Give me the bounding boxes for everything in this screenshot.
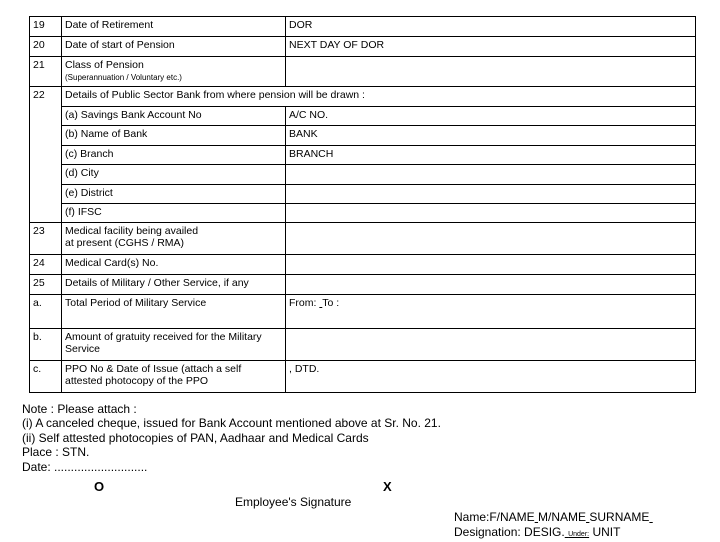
bank-row-e [30,185,696,204]
row-number: 19 [30,17,62,37]
row-24 [30,255,696,275]
bank-row-d [30,165,696,185]
row-20 [30,37,696,57]
note-heading: Note : Please attach : [22,402,441,416]
field-label-line: at present (CGHS / RMA) [65,237,282,249]
row-19 [30,17,696,37]
field-value [286,165,696,185]
note-item-cheque: (i) A canceled cheque, issued for Bank Account mentioned above at Sr. No. 21. [22,416,441,430]
field-value: NEXT DAY OF DOR [286,37,696,57]
bank-row-b [30,126,696,146]
to-label: To : [322,297,339,309]
row-25 [30,275,696,295]
row-b [30,329,696,361]
field-value [286,329,696,361]
name-line [454,510,653,525]
row-number: 25 [30,275,62,295]
field-label-main: Class of Pension [65,59,144,71]
field-label: Total Period of Military Service [62,295,286,329]
field-label-sub: (Superannuation / Voluntary etc.) [65,72,282,84]
row-number: c. [30,361,62,393]
row-number: b. [30,329,62,361]
first-name: F/NAME [489,510,534,524]
under-label: Under: [568,531,589,538]
x-mark: X [383,479,392,494]
field-value [286,204,696,223]
field-label [62,329,286,361]
designation-line [454,525,653,542]
field-label: (e) District [62,185,286,204]
surname: SURNAME [589,510,649,524]
bank-row-a [30,107,696,126]
middle-name: M/NAME [538,510,586,524]
row-a [30,295,696,329]
field-label: Date of start of Pension [62,37,286,57]
field-label: (d) City [62,165,286,185]
field-label: Details of Public Sector Bank from where pension will be drawn : [62,87,696,107]
row-21 [30,57,696,87]
field-value: DOR [286,17,696,37]
o-mark: O [94,479,104,494]
field-value [286,275,696,295]
name-prefix: Name: [454,510,489,524]
field-value [286,223,696,255]
field-label: Medical Card(s) No. [62,255,286,275]
unit-value: UNIT [592,525,620,539]
field-value: A/C NO. [286,107,696,126]
signature-label: Employee's Signature [235,495,351,509]
field-label-line: Service [65,343,282,355]
field-value [286,57,696,87]
designation-prefix: Designation: [454,525,524,539]
field-label-line: attested photocopy of the PPO [65,375,282,387]
field-label-line: Medical facility being availed [65,225,282,237]
field-value [286,295,696,329]
pension-details-table [29,16,696,393]
row-number: 20 [30,37,62,57]
from-label: From: [289,297,319,309]
field-value [286,185,696,204]
date-line: Date: ............................ [22,460,441,474]
field-label [62,57,286,87]
row-c [30,361,696,393]
field-value: , DTD. [286,361,696,393]
field-label-line: Amount of gratuity received for the Military [65,331,282,343]
row-23 [30,223,696,255]
attachment-note [22,402,441,474]
field-value [286,255,696,275]
bank-row-c [30,146,696,165]
field-label: Date of Retirement [62,17,286,37]
field-label: (f) IFSC [62,204,286,223]
designation-value: DESIG. [524,525,565,539]
row-22 [30,87,696,107]
place-label: Place : [22,445,62,459]
employee-details [454,510,653,542]
place-value: STN. [62,445,89,459]
note-item-photocopies: (ii) Self attested photocopies of PAN, Aadhaar and Medical Cards [22,431,441,445]
field-label [62,223,286,255]
field-label: (b) Name of Bank [62,126,286,146]
place-line [22,445,441,459]
field-label-line: PPO No & Date of Issue (attach a self [65,363,282,375]
field-label: (c) Branch [62,146,286,165]
field-label: (a) Savings Bank Account No [62,107,286,126]
row-number: a. [30,295,62,329]
field-value: BRANCH [286,146,696,165]
field-label: Details of Military / Other Service, if any [62,275,286,295]
field-value: BANK [286,126,696,146]
field-label [62,361,286,393]
row-number: 22 [30,87,62,107]
row-number: 21 [30,57,62,87]
bank-row-f [30,204,696,223]
row-number: 23 [30,223,62,255]
row-number: 24 [30,255,62,275]
